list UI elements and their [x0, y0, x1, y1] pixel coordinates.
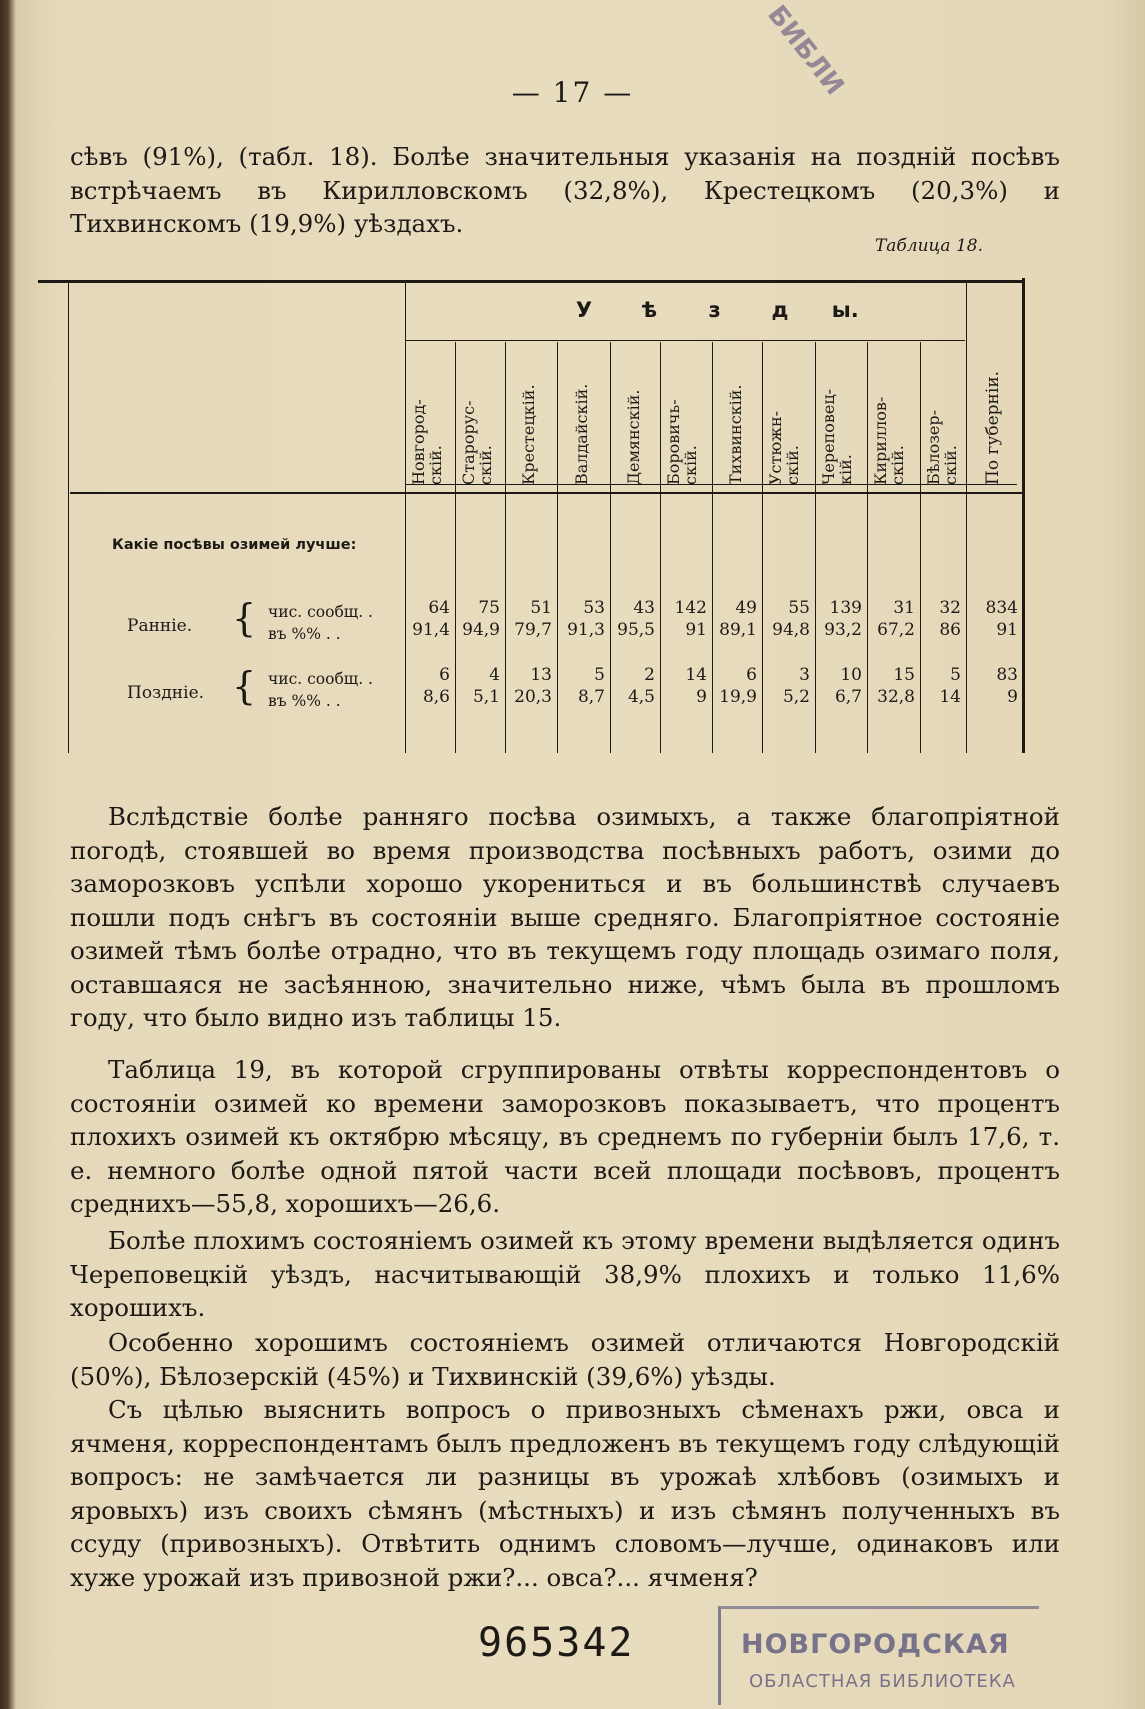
table-cell: 6: [439, 665, 450, 685]
col-header-valdaysky: Валдайскій.: [572, 383, 591, 485]
header-bottom-rule: [70, 492, 1024, 494]
table-cell: 20,3: [514, 687, 552, 707]
col-header-novgorodsky: Новгород- скій.: [409, 399, 445, 485]
row-sub-count: чис. сообщ. .: [268, 670, 373, 688]
table-cell: 834: [985, 598, 1018, 618]
col-rule: [762, 342, 763, 753]
table-right-rule: [1022, 278, 1025, 753]
group-header-letter: ѣ: [641, 298, 658, 322]
body-paragraph: Вслѣдствіе болѣе ранняго посѣва озимыхъ, а также благопріятной погодѣ, стоявшей во время производства посѣвныхъ работъ, озими до заморозковъ успѣли хорошо укорениться и въ большинствѣ случаевъ пошли подъ снѣгъ въ состояніи выше средняго. Благопріятное состояніе озимей тѣмъ болѣе отрадно, что въ текущемъ году площадь озимаго поля, оставшаяся не засѣянною, значительно ниже, чѣмъ была въ прошломъ году, что было видно изъ таблицы 15.: [70, 802, 1060, 1032]
table-cell: 49: [735, 598, 757, 618]
brace: {: [232, 596, 257, 640]
col-header-tikhvinsky: Тихвинскій.: [726, 384, 745, 485]
table-cell: 32,8: [877, 687, 915, 707]
table-cell: 91: [996, 620, 1018, 640]
table-cell: 93,2: [824, 620, 862, 640]
table-cell: 91,4: [412, 620, 450, 640]
table-cell: 53: [583, 598, 605, 618]
row-sub-percent: въ %% . .: [268, 692, 341, 710]
table-cell: 64: [428, 598, 450, 618]
group-header-rule: [405, 340, 965, 341]
table-cell: 5,1: [472, 687, 500, 707]
body-paragraph: Болѣе плохимъ состояніемъ озимей къ этому времени выдѣляется одинъ Череповецкій уѣздъ, насчитывающій 38,9% плохихъ и только 11,6% хорошихъ.: [70, 1226, 1060, 1322]
table-cell: 95,5: [617, 620, 655, 640]
group-header-uezdy: [555, 298, 874, 322]
table-cell: 94,9: [462, 620, 500, 640]
row-label-late: Поздніе.: [127, 683, 205, 703]
table-cell: 32: [939, 598, 961, 618]
col-header-guberniya: По губерніи.: [983, 370, 1003, 485]
table-cell: 8,7: [577, 687, 605, 707]
col-rule: [557, 342, 558, 753]
library-stamp-bottom: [718, 1606, 1039, 1705]
table-cell: 67,2: [877, 620, 915, 640]
group-header-letter: У: [575, 298, 593, 322]
col-header-belozersky: Бѣлозер- скій.: [924, 409, 960, 485]
table-cell: 6,7: [834, 687, 862, 707]
col-rule: [966, 283, 967, 753]
table-cell: 9: [1007, 687, 1018, 707]
col-header-cherepovetsky: Череповец- кій.: [819, 388, 855, 485]
table-cell: 51: [530, 598, 552, 618]
table-cell: 14: [685, 665, 707, 685]
col-header-borovichsky: Боровичь- скій.: [664, 399, 700, 485]
table-cell: 5: [950, 665, 961, 685]
col-header-demyansky: Демянскій.: [624, 389, 643, 485]
page-number: — 17 —: [511, 76, 634, 109]
body-paragraph: Съ цѣлью выяснить вопросъ о привозныхъ сѣменахъ ржи, овса и ячменя, корреспондентамъ былъ предложенъ въ текущемъ году слѣдующій вопросъ: не замѣчается ли разницы въ урожаѣ хлѣбовъ (озимыхъ и яровыхъ) изъ своихъ сѣмянъ (мѣстныхъ) и изъ сѣмянъ полученныхъ въ ссуду (привозныхъ). Отвѣтить однимъ словомъ—лучше, одинаковъ или хуже урожай изъ привозной ржи?... овса?... ячменя?: [70, 1395, 1060, 1592]
table-cell: 43: [633, 598, 655, 618]
table-cell: 89,1: [719, 620, 757, 640]
row-sub-percent: въ %% . .: [268, 625, 341, 643]
intro-paragraph: сѣвъ (91%), (табл. 18). Болѣе значительныя указанія на поздній посѣвъ встрѣчаемъ въ Кирилловскомъ (32,8%), Крестецкомъ (20,3%) и Тихвинскомъ (19,9%) уѣздахъ.: [70, 142, 1060, 238]
inventory-number: 965342: [478, 1620, 635, 1666]
table-cell: 5,2: [782, 687, 810, 707]
table-left-rule: [68, 283, 69, 753]
table-cell: 5: [594, 665, 605, 685]
col-header-ustyuzhensky: Устюжн- скій.: [766, 410, 802, 485]
body-paragraph: Таблица 19, въ которой сгруппированы отвѣты корреспондентовъ о состояніи озимей ко времени заморозковъ показываетъ, что процентъ плохихъ озимей къ октябрю мѣсяцу, въ среднемъ по губерніи былъ 17,6, т. е. немного болѣе одной пятой части всей площади посѣвовъ, процентъ среднихъ—55,8, хорошихъ—26,6.: [70, 1055, 1060, 1218]
table-cell: 6: [746, 665, 757, 685]
row-heading: Какіе посѣвы озимей лучше:: [112, 537, 357, 553]
library-stamp-top: БИБЛИ: [761, 0, 850, 102]
col-header-kirillovsky: Кириллов- скій.: [871, 396, 907, 485]
group-header-letter: д: [771, 298, 789, 322]
table-cell: 91: [685, 620, 707, 640]
brace: {: [232, 664, 257, 708]
col-rule: [867, 342, 868, 753]
table-cell: 142: [674, 598, 707, 618]
table-cell: 79,7: [514, 620, 552, 640]
col-header-starorussky: Старорус- скій.: [459, 400, 495, 485]
table-cell: 10: [840, 665, 862, 685]
table-cell: 75: [478, 598, 500, 618]
row-label-early: Ранніе.: [127, 616, 193, 636]
table-cell: 94,8: [772, 620, 810, 640]
table-cell: 19,9: [719, 687, 757, 707]
table-cell: 3: [799, 665, 810, 685]
group-header-letter: ы.: [831, 298, 859, 322]
table-cell: 55: [788, 598, 810, 618]
table-cell: 15: [893, 665, 915, 685]
stamp-line-1: НОВГОРОДСКАЯ: [741, 1629, 1010, 1660]
table-cell: 83: [996, 665, 1018, 685]
col-header-krestetsky: Крестецкій.: [519, 384, 538, 485]
table-cell: 86: [939, 620, 961, 640]
stamp-line-2: ОБЛАСТНАЯ БИБЛИОТЕКА: [749, 1671, 1016, 1692]
table-cell: 4: [489, 665, 500, 685]
table-cell: 139: [829, 598, 862, 618]
table-cell: 31: [893, 598, 915, 618]
table-cell: 4,5: [627, 687, 655, 707]
table-cell: 91,3: [567, 620, 605, 640]
table-cell: 9: [696, 687, 707, 707]
table-label: Таблица 18.: [874, 236, 983, 256]
table-cell: 2: [644, 665, 655, 685]
group-header-letter: з: [708, 298, 721, 322]
table-cell: 13: [530, 665, 552, 685]
table-top-rule: [38, 280, 1024, 283]
table-cell: 14: [939, 687, 961, 707]
table-cell: 8,6: [422, 687, 450, 707]
body-paragraph: Особенно хорошимъ состояніемъ озимей отличаются Новгородскій (50%), Бѣлозерскій (45%) и Тихвинскій (39,6%) уѣзды.: [70, 1328, 1060, 1391]
row-sub-count: чис. сообщ. .: [268, 603, 373, 621]
